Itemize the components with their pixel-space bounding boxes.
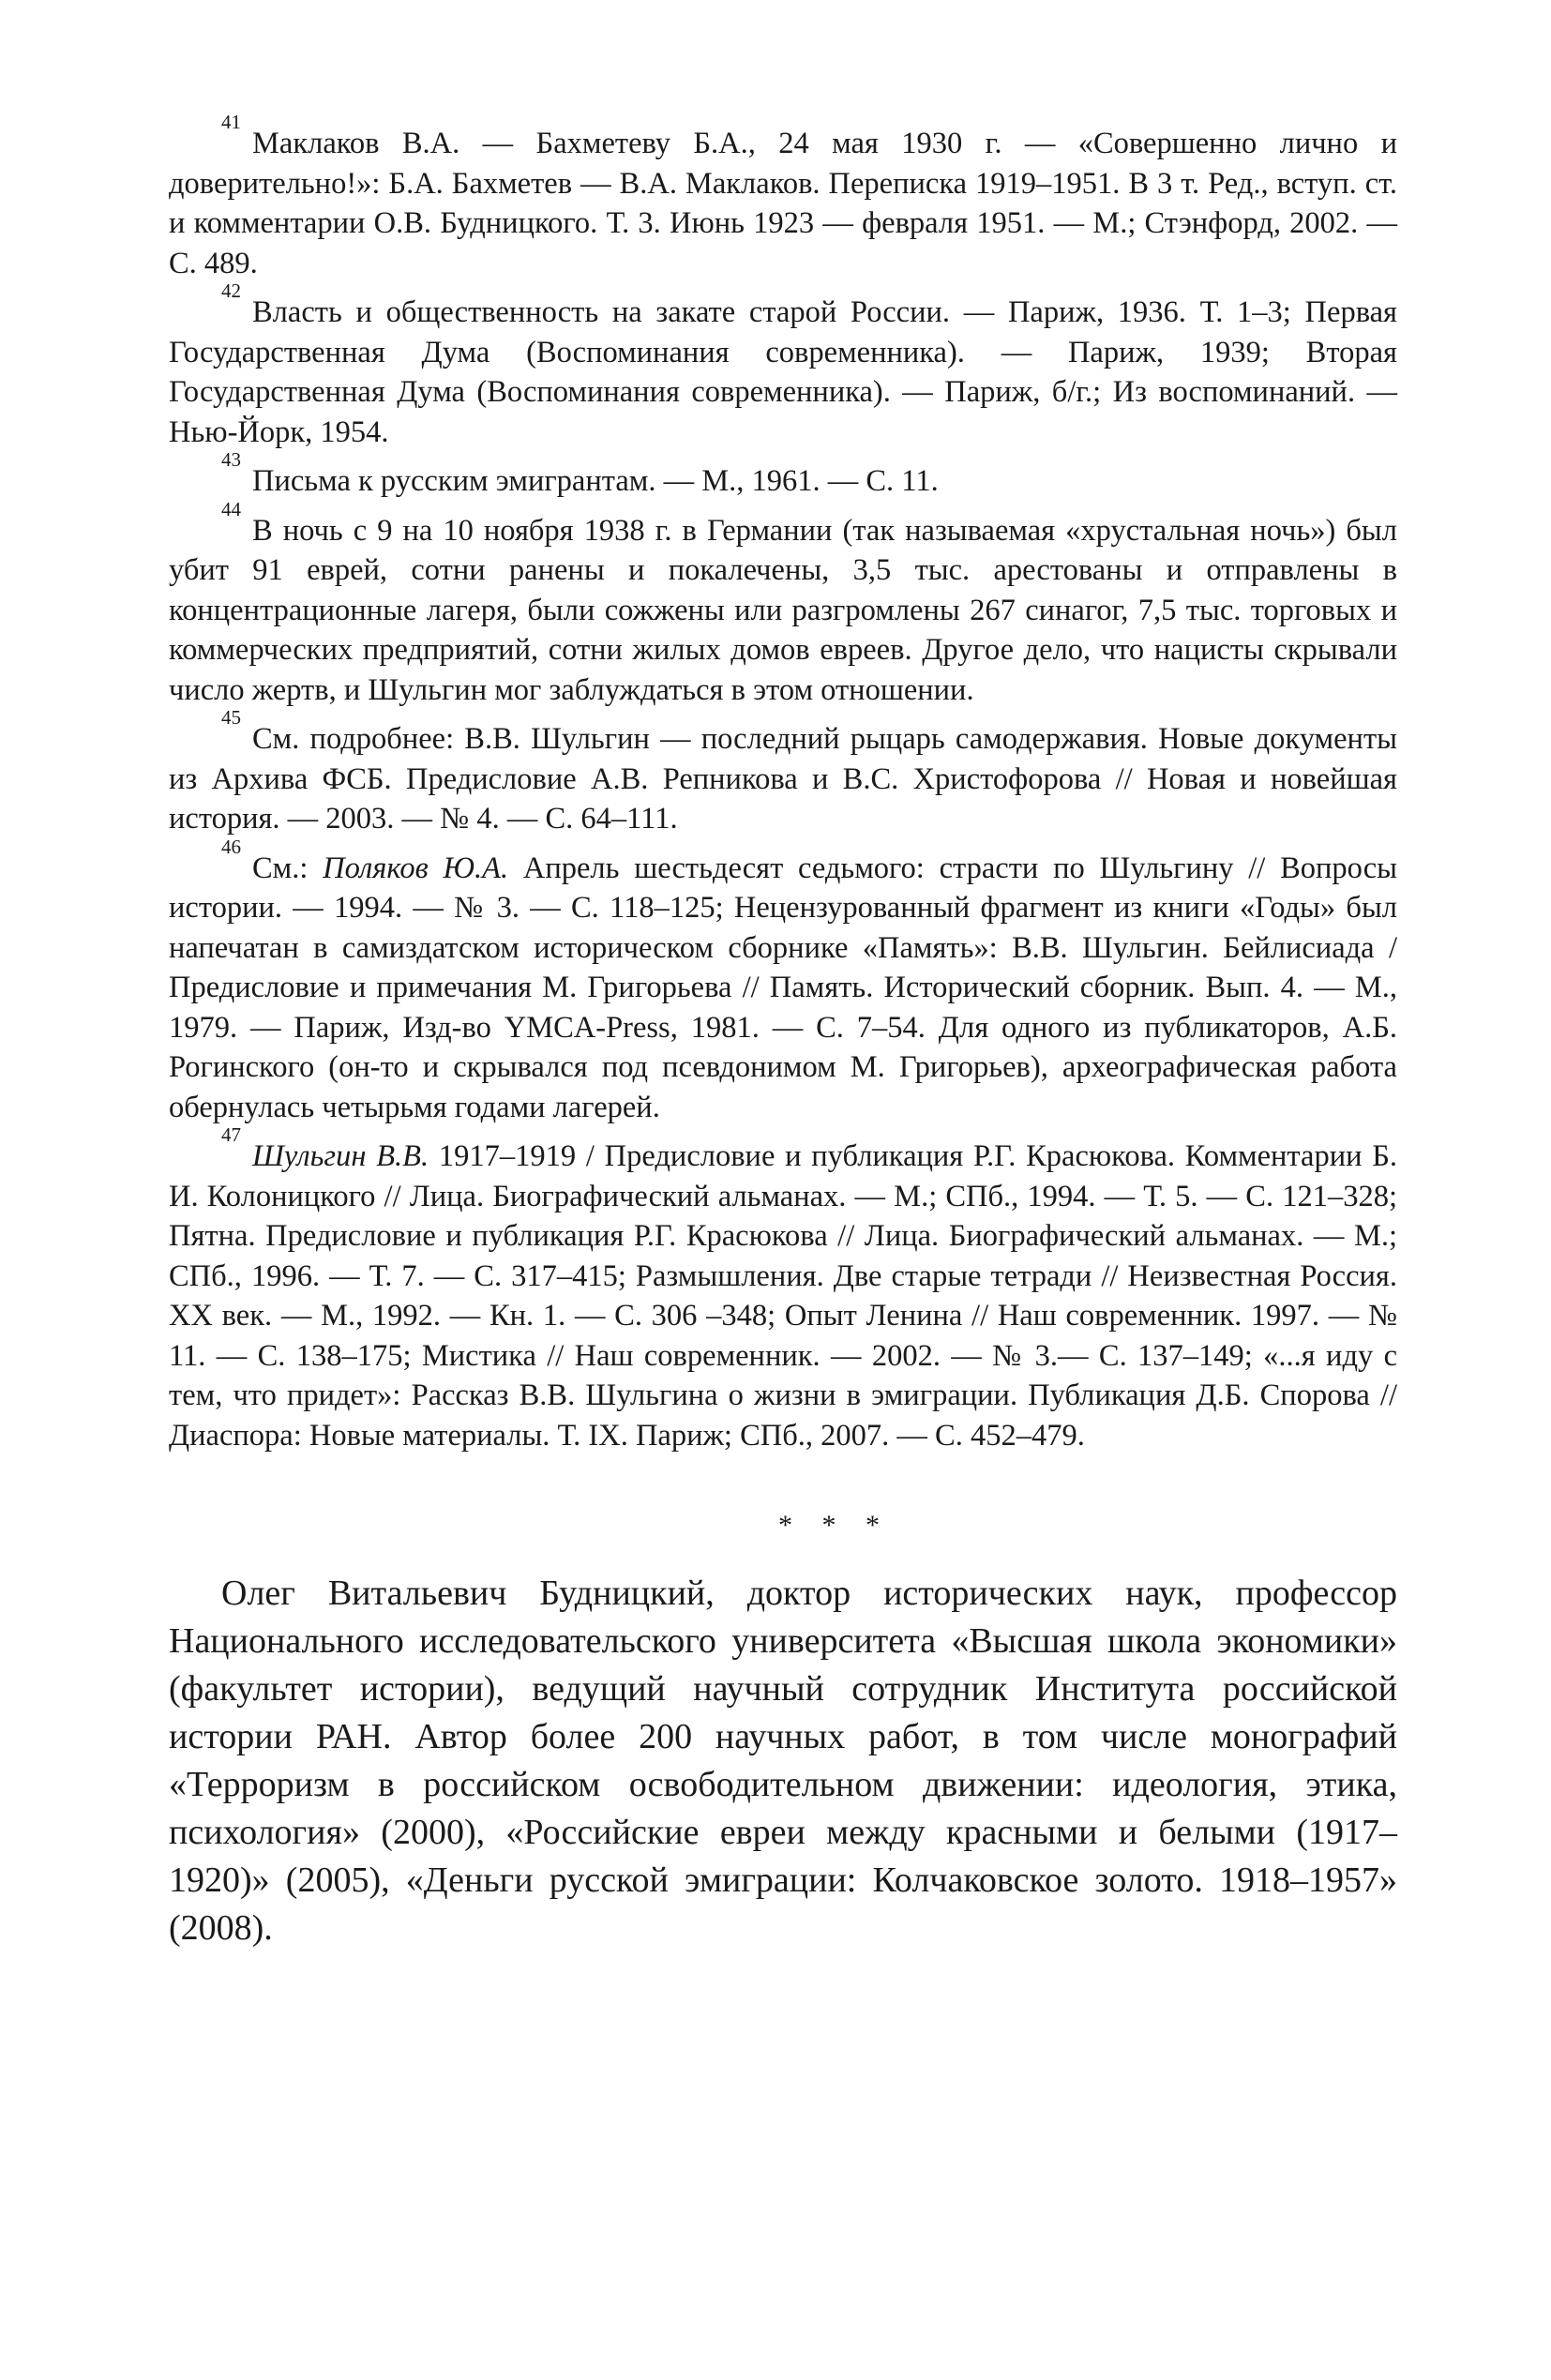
footnote-45 xyxy=(169,706,1397,839)
footnote-46 xyxy=(169,835,1397,1128)
footnote-text: Власть и общественность на закате старой России. — Париж, 1936. Т. 1–3; Первая Государственная Дума (Воспоминания современника). — Париж, 1939; Вторая Государственная Дума (Воспоминания современника). — Париж, б/г.; Из воспоминаний. — Нью-Йорк, 1954. xyxy=(169,295,1397,449)
footnote-42 xyxy=(169,279,1397,452)
footnote-44 xyxy=(169,497,1397,711)
footnote-text: Маклаков В.А. — Бахметеву Б.А., 24 мая 1930 г. — «Совершенно лично и доверительно!»: Б.А. Бахметев — В.А. Маклаков. Переписка 1919–1951. В 3 т. Ред., вступ. ст. и комментарии О.В. Будницкого. Т. 3. Июнь 1923 — февраля 1951. — М.; Стэнфорд, 2002. — С. 489. xyxy=(169,127,1397,280)
footnote-number: 41 xyxy=(221,111,241,133)
footnote-text: 1917–1919 / Предисловие и публикация Р.Г. Красюкова. Комментарии Б. И. Колоницкого // Лица. Биографический альманах. — М.; СПб., 1994. — Т. 5. — С. 121–328; Пятна. Предисловие и публикация Р.Г. Красюкова // Лица. Биографический альманах. — М.; СПб., 1996. — Т. 7. — С. 317–415; Размышления. Две старые тетради // Неизвестная Россия. XX век. — М., 1992. — Кн. 1. — С. 306 –348; Опыт Ленина // Наш современник. 1997. — № 11. — С. 138–175; Мистика // Наш современник. — 2002. — № 3.— С. 137–149; «...я иду с тем, что придет»: Рассказ В.В. Шульгина о жизни в эмиграции. Публикация Д.Б. Спорова // Диаспора: Новые материалы. Т. IX. Париж; СПб., 2007. — С. 452–479. xyxy=(169,1139,1398,1453)
footnote-text: Апрель шестьдесят седьмого: страсти по Шульгину // Вопросы истории. — 1994. — № 3. — С. 118–125; Нецензурованный фрагмент из книги «Годы» был напечатан в самиздатском историческом сборнике «Память»: В.В. Шульгин. Бейлисиада / Предисловие и примечания М. Григорьева // Память. Исторический сборник. Вып. 4. — М., 1979. — Париж, Изд-во YMCA-Press, 1981. — С. 7–54. Для одного из публикаторов, А.Б. Рогинского (он-то и скрывался под псевдонимом М. Григорьев), археографическая работа обернулась четырьмя годами лагерей. xyxy=(169,851,1397,1124)
footnote-41 xyxy=(169,111,1397,283)
footnote-author: Поляков Ю.А. xyxy=(323,851,509,885)
footnote-text: См. подробнее: В.В. Шульгин — последний рыцарь самодержавия. Новые документы из Архива ФСБ. Предисловие А.В. Репникова и В.С. Христофорова // Новая и новейшая история. — 2003. — № 4. — С. 64–111. xyxy=(169,722,1397,836)
footnote-text: Письма к русским эмигрантам. — М., 1961. — С. 11. xyxy=(252,464,939,498)
author-bio: Олег Витальевич Будницкий, доктор исторических наук, профессор Национального исследовательского университета «Высшая школа экономики» (факультет истории), ведущий научный сотрудник Института российской истории РАН. Автор более 200 научных работ, в том числе монографий «Терроризм в российском освободительном движении: идеология, этика, психология» (2000), «Российские евреи между красными и белыми (1917–1920)» (2005), «Деньги русской эмиграции: Колчаковское золото. 1918–1957» (2008). xyxy=(169,1574,1397,1948)
footnote-lead: См.: xyxy=(252,851,324,885)
footnote-number: 46 xyxy=(221,835,241,858)
footnote-47 xyxy=(169,1123,1398,1455)
footnote-number: 42 xyxy=(221,279,241,302)
footnote-text: В ночь с 9 на 10 ноября 1938 г. в Германии (так называемая «хрустальная ночь») был убит 91 еврей, сотни ранены и покалечены, 3,5 тыс. арестованы и отправлены в концентрационные лагеря, были сожжены или разгромлены 267 синагог, 7,5 тыс. торговых и коммерческих предприятий, сотни жилых домов евреев. Другое дело, что нацисты скрывали число жертв, и Шульгин мог заблуждаться в этом отношении. xyxy=(169,513,1397,707)
section-separator: * * * xyxy=(778,1510,891,1541)
page-content xyxy=(169,111,1398,1952)
footnote-number: 47 xyxy=(221,1123,241,1146)
footnote-number: 44 xyxy=(221,497,241,520)
footnote-author: Шульгин В.В. xyxy=(252,1139,429,1173)
footnote-number: 43 xyxy=(221,448,241,471)
footnote-number: 45 xyxy=(221,706,241,729)
footnotes xyxy=(169,111,1398,1455)
footnote-43 xyxy=(169,448,1397,502)
